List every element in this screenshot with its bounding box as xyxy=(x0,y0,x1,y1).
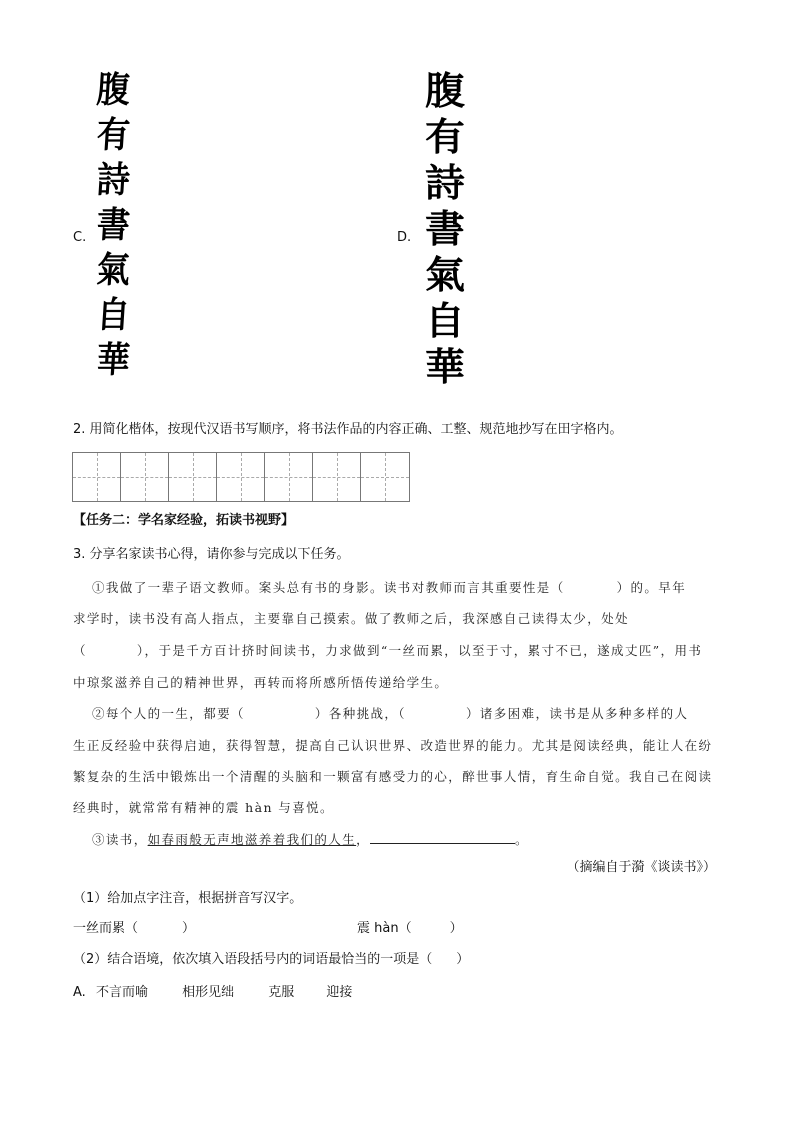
calligraphy-char: 腹 xyxy=(425,68,465,113)
option-a[interactable] xyxy=(73,985,352,1002)
grid-cell[interactable] xyxy=(217,453,265,501)
calligraphy-char: 華 xyxy=(425,344,465,389)
option-d-label: D. xyxy=(397,230,412,245)
option-d-calligraphy xyxy=(418,68,472,394)
paragraph-2-line-1: ②每个人的一生，都要（ ）各种挑战，（ ）诸多困难，读书是从多种多样的人 xyxy=(92,706,689,721)
source-citation: （摘编自于漪《谈读书》） xyxy=(566,860,716,875)
grid-cell[interactable] xyxy=(313,453,361,501)
paragraph-1-line-2: 求学时，读书没有高人指点，主要靠自己摸索。做了教师之后，我深感自己读得太少，处处 xyxy=(73,611,630,626)
paragraph-1-line-3: （ ），于是千方百计挤时间读书，力求做到“一丝而累，以至于寸，累寸不已，遂成丈匹”，用书 xyxy=(73,643,703,658)
calligraphy-char: 詩 xyxy=(95,159,132,201)
answer-blank[interactable] xyxy=(370,831,515,844)
sub-question-2: （2）结合语境，依次填入语段括号内的词语最恰当的一项是（ ） xyxy=(73,952,470,967)
option-c-label: C. xyxy=(73,230,87,245)
option-word: 克服 xyxy=(268,985,295,1000)
calligraphy-char: 華 xyxy=(95,339,132,381)
calligraphy-char: 氣 xyxy=(425,252,465,297)
option-c-calligraphy xyxy=(88,69,138,387)
grid-cell[interactable] xyxy=(361,453,409,501)
calligraphy-char: 腹 xyxy=(95,69,132,111)
calligraphy-char: 氣 xyxy=(95,249,132,291)
question-2-text: 2. 用简化楷体，按现代汉语书写顺序，将书法作品的内容正确、工整、规范地抄写在田字格内。 xyxy=(73,422,623,437)
calligraphy-char: 有 xyxy=(425,114,465,159)
grid-cell[interactable] xyxy=(121,453,169,501)
grid-cell[interactable] xyxy=(265,453,313,501)
paragraph-2-line-2: 生正反经验中获得启迪，获得智慧，提高自己认识世界、改造世界的能力。尤其是阅读经典，能让人在纷 xyxy=(73,738,713,753)
sub-question-1: （1）给加点字注音，根据拼音写汉字。 xyxy=(73,891,303,906)
paragraph-2-line-4: 经典时，就常常有精神的震 hàn 与喜悦。 xyxy=(73,800,334,815)
calligraphy-char: 自 xyxy=(425,298,465,343)
task-2-heading: 【任务二：学名家经验，拓读书视野】 xyxy=(73,513,295,528)
underlined-sentence: 如春雨般无声地滋养着我们的人生 xyxy=(147,832,357,847)
grid-cell[interactable] xyxy=(73,453,121,501)
calligraphy-char: 自 xyxy=(95,294,132,336)
grid-cell[interactable] xyxy=(169,453,217,501)
calligraphy-char: 書 xyxy=(425,206,465,251)
calligraphy-char: 書 xyxy=(95,204,132,246)
paragraph-2-line-3: 繁复杂的生活中锻炼出一个清醒的头脑和一颗富有感受力的心，醉世事人情，育生命自觉。我自己在阅读 xyxy=(73,769,713,784)
option-a-label: A. xyxy=(73,985,86,1000)
pinyin-item-b: 震 hàn（ ） xyxy=(357,921,463,936)
question-3-intro: 3. 分享名家读书心得，请你参与完成以下任务。 xyxy=(73,547,350,562)
pinyin-item-a: 一丝而累（ ） xyxy=(73,921,196,936)
option-word: 相形见绌 xyxy=(182,985,235,1000)
calligraphy-char: 有 xyxy=(95,114,132,156)
calligraphy-char: 詩 xyxy=(425,160,465,205)
paragraph-3: ③读书，如春雨般无声地滋养着我们的人生， 。 xyxy=(92,832,529,847)
option-word: 迎接 xyxy=(326,985,353,1000)
option-word: 不言而喻 xyxy=(95,985,148,1000)
tianzige-grid xyxy=(72,452,410,502)
paragraph-1-line-1: ①我做了一辈子语文教师。案头总有书的身影。读书对教师而言其重要性是（ ）的。早年 xyxy=(92,580,687,595)
paragraph-1-line-4: 中琼浆滋养自己的精神世界，再转而将所感所悟传递给学生。 xyxy=(73,675,449,690)
